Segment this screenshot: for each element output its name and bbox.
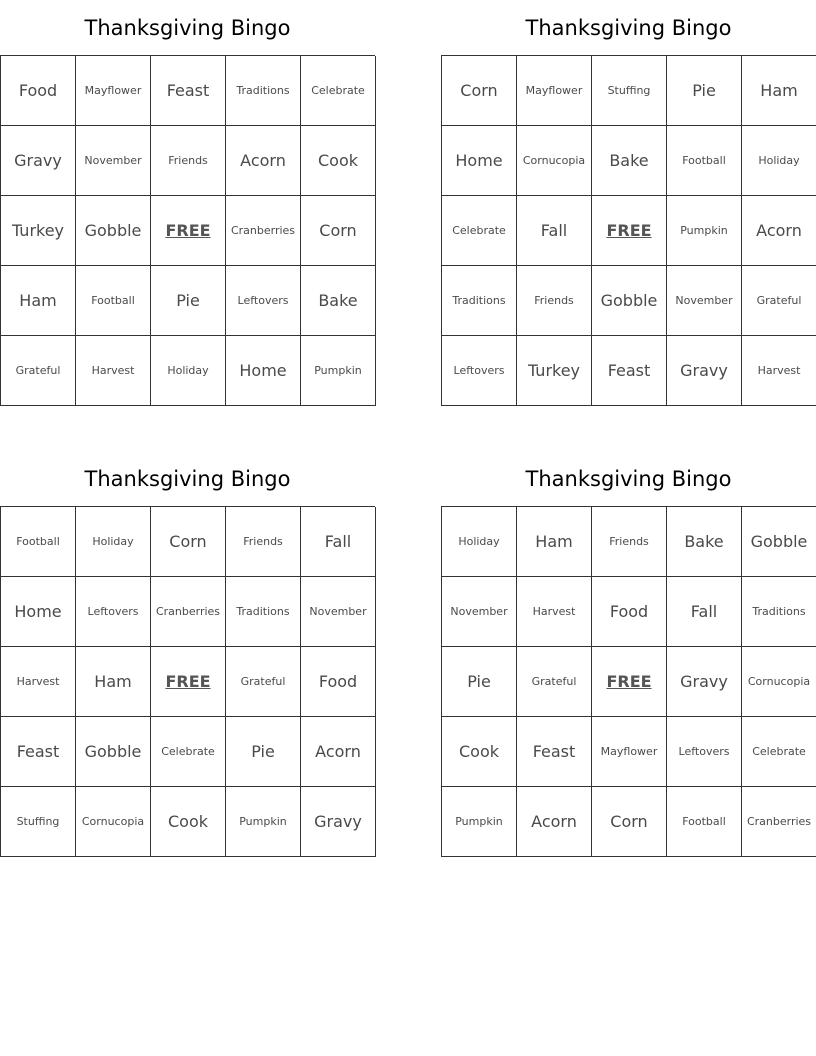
bingo-free-cell: FREE bbox=[592, 196, 667, 266]
bingo-cell: Traditions bbox=[226, 56, 301, 126]
bingo-cell: Leftovers bbox=[442, 336, 517, 406]
bingo-cell: Feast bbox=[1, 717, 76, 787]
bingo-cell: Football bbox=[667, 787, 742, 857]
bingo-cell: Celebrate bbox=[301, 56, 376, 126]
bingo-grid bbox=[0, 506, 375, 857]
bingo-cell: Cornucopia bbox=[517, 126, 592, 196]
bingo-card-3 bbox=[0, 451, 375, 857]
bingo-cell: Traditions bbox=[226, 577, 301, 647]
bingo-cell: Harvest bbox=[76, 336, 151, 406]
bingo-free-cell: FREE bbox=[151, 196, 226, 266]
bingo-cell: Gobble bbox=[742, 507, 816, 577]
bingo-cell: Holiday bbox=[742, 126, 816, 196]
bingo-cell: Holiday bbox=[151, 336, 226, 406]
bingo-cell: Grateful bbox=[742, 266, 816, 336]
bingo-cell: Gobble bbox=[592, 266, 667, 336]
bingo-cell: Mayflower bbox=[517, 56, 592, 126]
bingo-cell: Pie bbox=[667, 56, 742, 126]
bingo-cell: Pumpkin bbox=[301, 336, 376, 406]
bingo-cell: Ham bbox=[1, 266, 76, 336]
bingo-cell: Gravy bbox=[667, 647, 742, 717]
bingo-cell: Fall bbox=[667, 577, 742, 647]
bingo-cell: Celebrate bbox=[742, 717, 816, 787]
bingo-cell: Gravy bbox=[1, 126, 76, 196]
bingo-card-4 bbox=[441, 451, 816, 857]
bingo-cell: Corn bbox=[442, 56, 517, 126]
bingo-cell: Harvest bbox=[742, 336, 816, 406]
bingo-cell: Ham bbox=[517, 507, 592, 577]
card-title: Thanksgiving Bingo bbox=[84, 16, 291, 40]
bingo-cell: Acorn bbox=[301, 717, 376, 787]
bingo-cell: Pumpkin bbox=[442, 787, 517, 857]
bingo-cell: Food bbox=[1, 56, 76, 126]
bingo-cell: Stuffing bbox=[1, 787, 76, 857]
bingo-cell: November bbox=[76, 126, 151, 196]
bingo-cell: Turkey bbox=[1, 196, 76, 266]
bingo-free-cell: FREE bbox=[592, 647, 667, 717]
bingo-cell: Pie bbox=[226, 717, 301, 787]
bingo-cell: Corn bbox=[592, 787, 667, 857]
bingo-grid bbox=[441, 506, 816, 857]
bingo-cell: Cranberries bbox=[742, 787, 816, 857]
bingo-cell: Leftovers bbox=[76, 577, 151, 647]
bingo-cell: Fall bbox=[517, 196, 592, 266]
bingo-cell: Friends bbox=[226, 507, 301, 577]
bingo-cell: Harvest bbox=[1, 647, 76, 717]
bingo-cell: Football bbox=[667, 126, 742, 196]
bingo-cell: Gravy bbox=[667, 336, 742, 406]
card-title: Thanksgiving Bingo bbox=[525, 16, 732, 40]
bingo-cell: Traditions bbox=[442, 266, 517, 336]
bingo-cell: Cranberries bbox=[151, 577, 226, 647]
bingo-cell: Gravy bbox=[301, 787, 376, 857]
bingo-cell: Celebrate bbox=[442, 196, 517, 266]
bingo-cell: Leftovers bbox=[667, 717, 742, 787]
bingo-cell: Harvest bbox=[517, 577, 592, 647]
bingo-free-cell: FREE bbox=[151, 647, 226, 717]
bingo-cell: November bbox=[667, 266, 742, 336]
bingo-cell: Gobble bbox=[76, 196, 151, 266]
bingo-cell: Pumpkin bbox=[667, 196, 742, 266]
bingo-cell: Home bbox=[1, 577, 76, 647]
card-title: Thanksgiving Bingo bbox=[525, 467, 732, 491]
bingo-cell: Pumpkin bbox=[226, 787, 301, 857]
bingo-cell: Holiday bbox=[76, 507, 151, 577]
bingo-cell: Mayflower bbox=[592, 717, 667, 787]
bingo-cell: Feast bbox=[517, 717, 592, 787]
bingo-cell: Turkey bbox=[517, 336, 592, 406]
bingo-cell: Pie bbox=[442, 647, 517, 717]
bingo-cell: Stuffing bbox=[592, 56, 667, 126]
bingo-cell: Gobble bbox=[76, 717, 151, 787]
bingo-cell: Food bbox=[301, 647, 376, 717]
bingo-cell: Friends bbox=[592, 507, 667, 577]
bingo-cell: Ham bbox=[76, 647, 151, 717]
bingo-cell: Cornucopia bbox=[76, 787, 151, 857]
bingo-cell: Cornucopia bbox=[742, 647, 816, 717]
bingo-cell: Cook bbox=[442, 717, 517, 787]
bingo-cell: Food bbox=[592, 577, 667, 647]
bingo-cell: Home bbox=[442, 126, 517, 196]
bingo-cell: November bbox=[301, 577, 376, 647]
bingo-cell: Friends bbox=[517, 266, 592, 336]
card-title: Thanksgiving Bingo bbox=[84, 467, 291, 491]
bingo-cell: Leftovers bbox=[226, 266, 301, 336]
bingo-cell: Celebrate bbox=[151, 717, 226, 787]
bingo-cell: Holiday bbox=[442, 507, 517, 577]
bingo-grid bbox=[441, 55, 816, 406]
bingo-cell: Pie bbox=[151, 266, 226, 336]
bingo-cell: Home bbox=[226, 336, 301, 406]
bingo-cell: Acorn bbox=[517, 787, 592, 857]
bingo-cell: Friends bbox=[151, 126, 226, 196]
bingo-cell: Grateful bbox=[517, 647, 592, 717]
bingo-cell: Acorn bbox=[226, 126, 301, 196]
bingo-cell: November bbox=[442, 577, 517, 647]
bingo-cell: Corn bbox=[301, 196, 376, 266]
bingo-cell: Corn bbox=[151, 507, 226, 577]
bingo-card-1 bbox=[0, 0, 375, 406]
bingo-cell: Cook bbox=[151, 787, 226, 857]
bingo-cell: Grateful bbox=[1, 336, 76, 406]
bingo-cell: Football bbox=[76, 266, 151, 336]
bingo-cell: Bake bbox=[301, 266, 376, 336]
bingo-grid bbox=[0, 55, 375, 406]
bingo-cell: Traditions bbox=[742, 577, 816, 647]
bingo-cell: Cranberries bbox=[226, 196, 301, 266]
bingo-card-2 bbox=[441, 0, 816, 406]
bingo-cell: Cook bbox=[301, 126, 376, 196]
bingo-cell: Bake bbox=[592, 126, 667, 196]
bingo-cell: Football bbox=[1, 507, 76, 577]
bingo-cell: Ham bbox=[742, 56, 816, 126]
bingo-cell: Feast bbox=[151, 56, 226, 126]
bingo-cell: Mayflower bbox=[76, 56, 151, 126]
bingo-cell: Acorn bbox=[742, 196, 816, 266]
bingo-cell: Fall bbox=[301, 507, 376, 577]
bingo-cell: Feast bbox=[592, 336, 667, 406]
bingo-cell: Bake bbox=[667, 507, 742, 577]
bingo-cell: Grateful bbox=[226, 647, 301, 717]
